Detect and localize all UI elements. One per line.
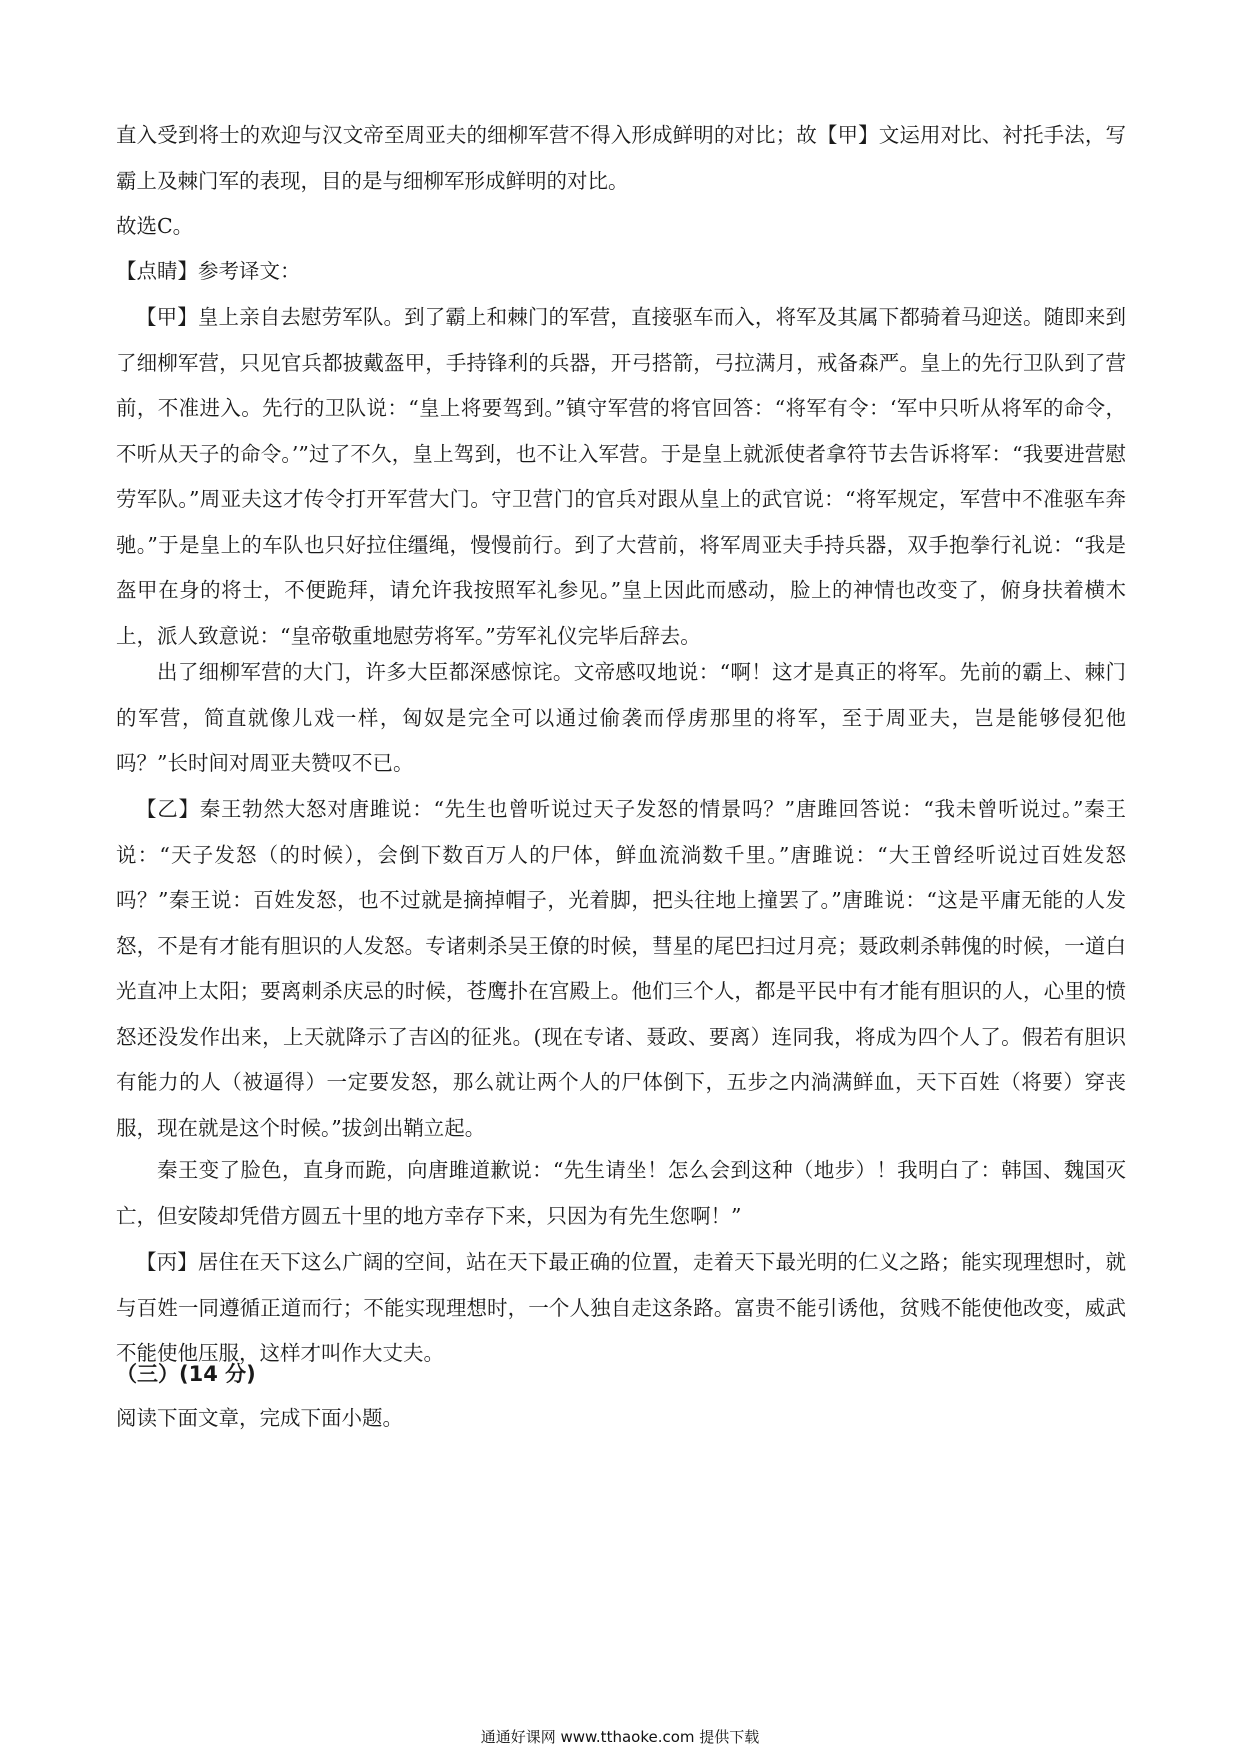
translation-header: 【点睛】参考译文： — [116, 259, 301, 283]
paragraph-yi: 【乙】秦王勃然大怒对唐雎说：“先生也曾听说过天子发怒的情景吗？”唐雎回答说：“我未曾听说过。”秦王说：“天子发怒（的时候），会倒下数百万人的尸体，鲜血流淌数千里。”唐雎说：“大王曾经听说过百姓发怒吗？”秦王说：百姓发怒，也不过就是摘掉帽子，光着脚，把头往地上撞罢了。”唐雎说：“这是平庸无能的人发怒，不是有才能有胆识的人发怒。专诸刺杀吴王僚的时候，彗星的尾巴扫过月亮；聂政刺杀韩傀的时候，一道白光直冲上太阳；要离刺杀庆忌的时候，苍鹰扑在宫殿上。他们三个人，都是平民中有才能有胆识的人，心里的愤怒还没发作出来，上天就降示了吉凶的征兆。(现在专诸、聂政、要离）连同我，将成为四个人了。假若有胆识有能力的人（被逼得）一定要发怒，那么就让两个人的尸体倒下，五步之内淌满鲜血，天下百姓（将要）穿丧服，现在就是这个时候。”拔剑出鞘立起。 — [116, 797, 1126, 1140]
answer-line: 故选C。 — [116, 214, 194, 238]
paragraph-jia: 【甲】皇上亲自去慰劳军队。到了霸上和棘门的军营，直接驱车而入，将军及其属下都骑着马迎送。随即来到了细柳军营，只见官兵都披戴盔甲，手持锋利的兵器，开弓搭箭，弓拉满月，戒备森严。皇上的先行卫队到了营前，不准进入。先行的卫队说：“皇上将要驾到。”镇守军营的将官回答：“将军有令：‘军中只听从将军的命令，不听从天子的命令。’”过了不久，皇上驾到，也不让入军营。于是皇上就派使者拿符节去告诉将军：“我要进营慰劳军队。”周亚夫这才传令打开军营大门。守卫营门的官兵对跟从皇上的武官说：“将军规定，军营中不准驱车奔驰。”于是皇上的车队也只好拉住缰绳，慢慢前行。到了大营前，将军周亚夫手持兵器，双手抱拳行礼说：“我是盔甲在身的将士，不便跪拜，请允许我按照军礼参见。”皇上因此而感动，脸上的神情也改变了，俯身扶着横木上，派人致意说：“皇帝敬重地慰劳将军。”劳军礼仪完毕后辞去。 — [116, 305, 1126, 648]
paragraph-yi-cont: 秦王变了脸色，直身而跪，向唐雎道歉说：“先生请坐！怎么会到这种（地步）！我明白了：韩国、魏国灭亡，但安陵却凭借方圆五十里的地方幸存下来，只因为有先生您啊！” — [116, 1158, 1126, 1228]
instruction-line: 阅读下面文章，完成下面小题。 — [116, 1406, 403, 1430]
footer-download-note: 通通好课网 www.tthaoke.com 提供下载 — [480, 1728, 760, 1746]
paragraph-bing: 【丙】居住在天下这么广阔的空间，站在天下最正确的位置，走着天下最光明的仁义之路；能实现理想时，就与百姓一同遵循正道而行；不能实现理想时，一个人独自走这条路。富贵不能引诱他，贫贱不能使他改变，威武不能使他压服，这样才叫作大丈夫。 — [116, 1250, 1126, 1365]
paragraph-conclusion: 直入受到将士的欢迎与汉文帝至周亚夫的细柳军营不得入形成鲜明的对比；故【甲】文运用对比、衬托手法，写霸上及棘门军的表现，目的是与细柳军形成鲜明的对比。 — [116, 123, 1126, 193]
section-heading: （三）(14 分) — [116, 1362, 256, 1386]
paragraph-jia-cont: 出了细柳军营的大门，许多大臣都深感惊诧。文帝感叹地说：“啊！这才是真正的将军。先前的霸上、棘门的军营，简直就像儿戏一样，匈奴是完全可以通过偷袭而俘虏那里的将军，至于周亚夫，岂是能够侵犯他吗？”长时间对周亚夫赞叹不已。 — [116, 660, 1126, 775]
